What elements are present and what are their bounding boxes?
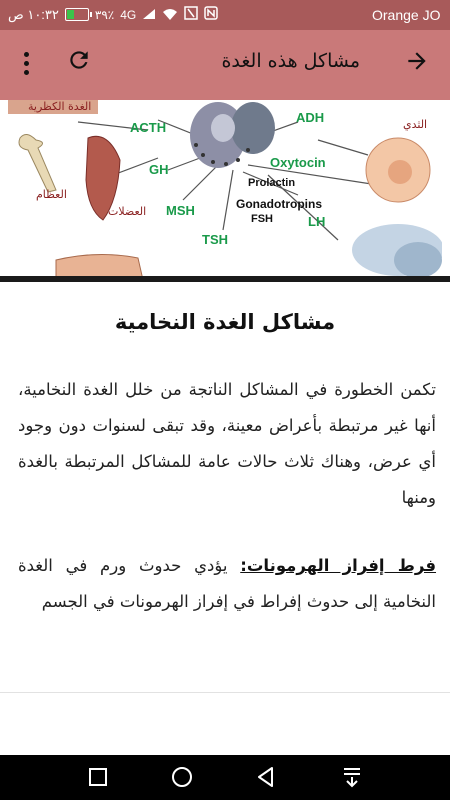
label-muscles: العضلات xyxy=(108,205,147,218)
nfc-icon xyxy=(204,6,218,23)
article-paragraph-1: تكمن الخطورة في المشاكل الناتجة من خلل الغدة النخامية، أنها غير مرتبطة بأعراض معينة، وقد تبقى لسنوات دون وجود أي عرض، وهناك ثلاث حالات عامة للمشاكل المرتبطة بالغدة ومنها xyxy=(18,380,436,507)
label-msh: MSH xyxy=(166,203,195,218)
pituitary-hormones-illustration xyxy=(0,100,450,280)
more-vert-icon[interactable] xyxy=(22,52,32,78)
notification-pull-icon[interactable] xyxy=(340,765,364,789)
article-heading: مشاكل الغدة النخامية xyxy=(114,310,336,334)
status-bar xyxy=(0,0,450,30)
paragraph-2-body: يؤدي حدوث ورم في الغدة النخامية إلى حدوث إفراط في إفراز الهرمونات في الجسم xyxy=(18,556,436,611)
arrow-forward-icon[interactable] xyxy=(404,48,430,79)
illustration-frame xyxy=(8,100,442,280)
article-paragraph-2 xyxy=(18,548,436,620)
label-tsh: TSH xyxy=(202,232,228,247)
battery-icon xyxy=(65,8,89,21)
label-gonadotropins: Gonadotropins xyxy=(236,197,322,211)
article-content xyxy=(0,282,450,692)
label-breast: الثدي xyxy=(403,118,428,131)
page-title: مشاكل هذه الغدة xyxy=(221,50,360,72)
label-adrenal: الغدة الكظرية xyxy=(28,100,92,113)
network-type: 4G xyxy=(120,7,137,22)
status-left-group xyxy=(8,6,218,23)
content-divider xyxy=(0,692,450,693)
home-icon[interactable] xyxy=(170,765,194,789)
label-prolactin: Prolactin xyxy=(248,177,296,189)
app-bar xyxy=(0,30,450,100)
paragraph-2-lead: فرط إفراز الهرمونات: xyxy=(240,556,437,575)
label-oxytocin: Oxytocin xyxy=(270,155,326,170)
sim-icon xyxy=(184,6,198,23)
system-nav-bar xyxy=(0,755,450,800)
signal-icon xyxy=(142,7,156,23)
label-gh: GH xyxy=(149,162,169,177)
refresh-icon[interactable] xyxy=(66,47,92,78)
wifi-icon xyxy=(162,7,178,23)
illustration-graphic xyxy=(8,100,442,280)
label-adh: ADH xyxy=(296,110,325,125)
label-bones: العظام xyxy=(36,188,67,201)
back-icon[interactable] xyxy=(254,765,278,789)
label-fsh: FSH xyxy=(251,213,273,225)
status-time: ١٠:٣٢ ص xyxy=(8,6,59,22)
carrier-name: Orange JO xyxy=(372,7,441,23)
label-acth: ACTH xyxy=(130,120,167,135)
label-lh: LH xyxy=(308,214,326,229)
recents-icon[interactable] xyxy=(86,765,110,789)
battery-percent: ٣٩٪ xyxy=(94,7,115,22)
